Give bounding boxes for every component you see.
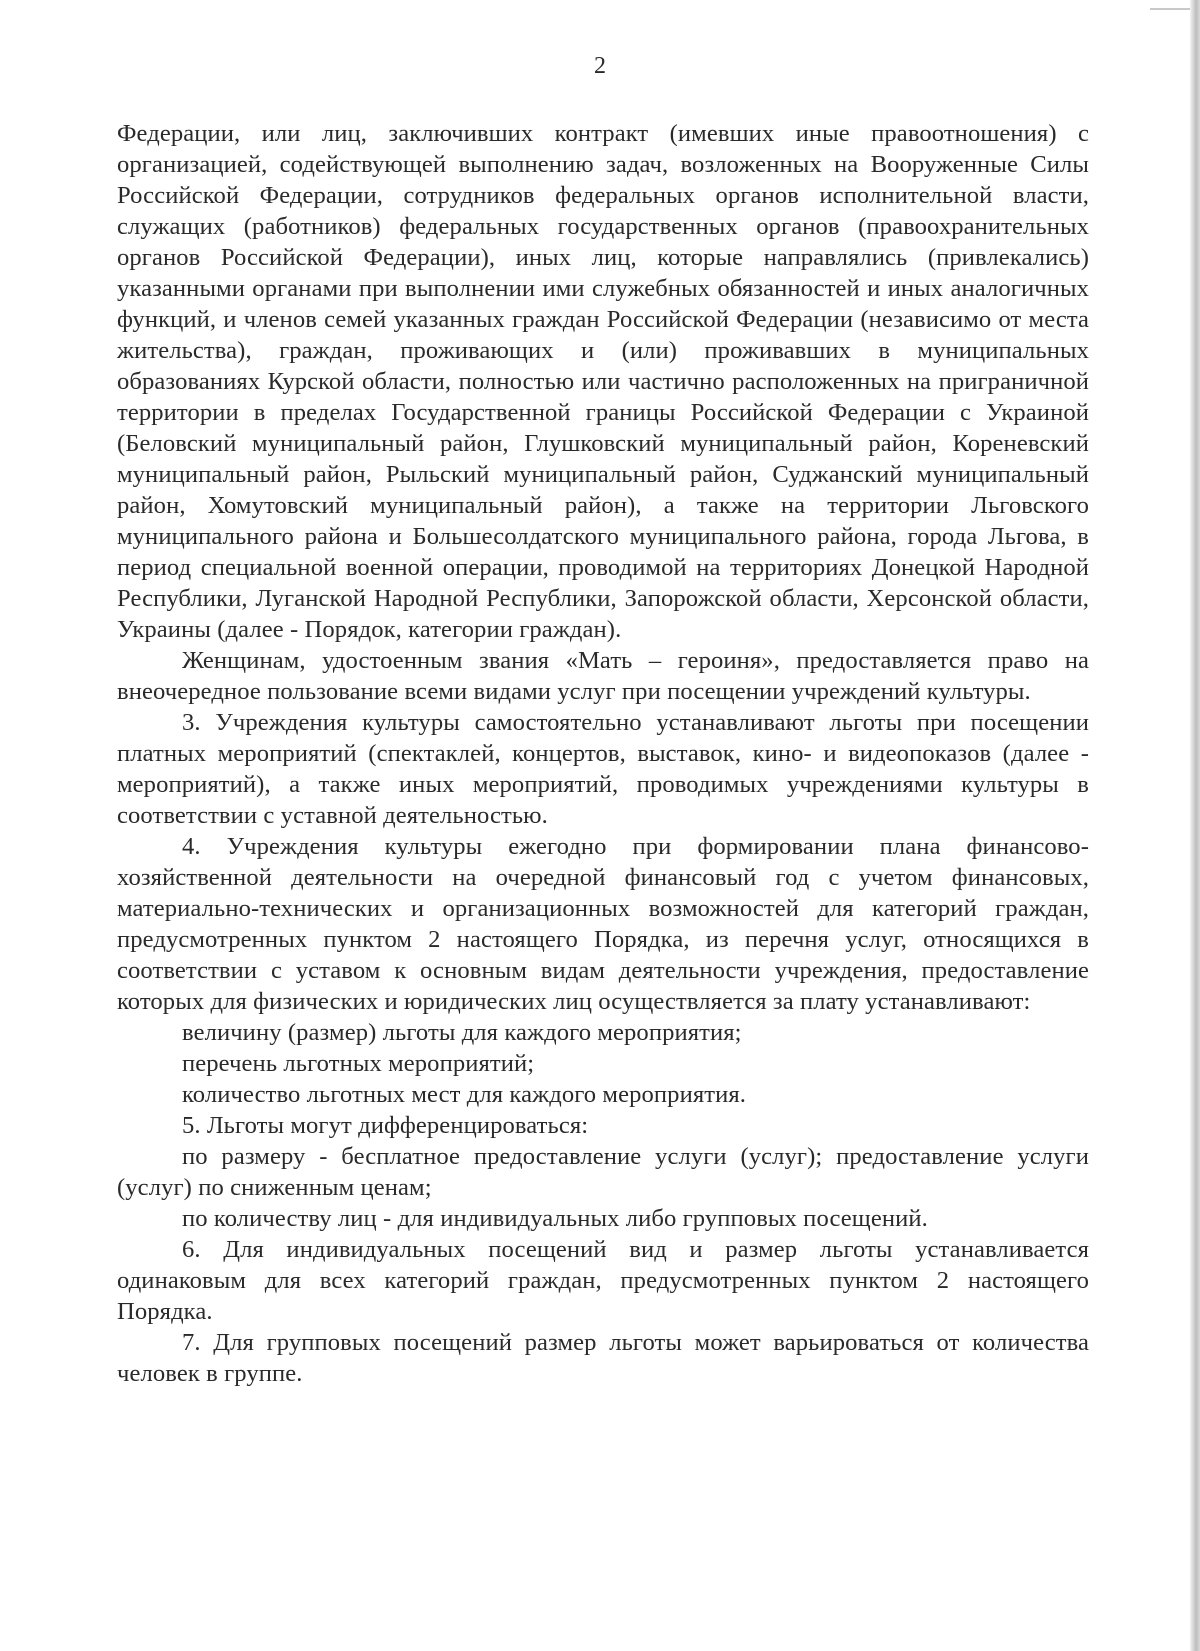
page-number: 2 xyxy=(594,53,606,79)
paragraph-mother-heroine: Женщинам, удостоенным звания «Мать – героиня», предоставляется право на внеочередное пользование всеми видами услуг при посещении учреждений культуры. xyxy=(117,647,1089,705)
list-item-benefit-size: величину (размер) льготы для каждого мероприятия; xyxy=(182,1019,742,1046)
list-item-event-list: перечень льготных мероприятий; xyxy=(182,1050,535,1077)
paragraph-item-3: 3. Учреждения культуры самостоятельно устанавливают льготы при посещении платных мероприятий (спектаклей, концертов, выставок, кино- и видеопоказов (далее - мероприятий), а также иных мероприятий, проводимых учреждениями культуры в соответствии с уставной деятельностью. xyxy=(117,709,1089,829)
paragraph-continuation: Федерации, или лиц, заключивших контракт (имевших иные правоотношения) с организацией, содействующей выполнению задач, возложенных на Вооруженные Силы Российской Федерации, сотрудников федеральных органов исполнительной власти, служащих (работников) федеральных государственных органов (правоохранительных органов Российской Федерации), иных лиц, которые направлялись (привлекались) указанными органами при выполнении ими служебных обязанностей и иных аналогичных функций, и членов семей указанных граждан Российской Федерации (независимо от места жительства), граждан, проживающих и (или) проживавших в муниципальных образованиях Курской области, полностью или частично расположенных на приграничной территории в пределах Государственной границы Российской Федерации с Украиной (Беловский муниципальный район, Глушковский муниципальный район, Кореневский муниципальный район, Рыльский муниципальный район, Суджанский муниципальный район, Хомутовский муниципальный район), а также на территории Льговского муниципального района и Большесолдатского муниципального района, города Льгова, в период специальной военной операции, проводимой на территориях Донецкой Народной Республики, Луганской Народной Республики, Запорожской области, Херсонской области, Украины (далее - Порядок, категории граждан). xyxy=(117,120,1089,643)
paragraph-item-5: 5. Льготы могут дифференцироваться: xyxy=(182,1112,589,1139)
list-item-by-size: по размеру - бесплатное предоставление услуги (услуг); предоставление услуги (услуг) по сниженным ценам; xyxy=(117,1143,1089,1201)
paragraph-item-6: 6. Для индивидуальных посещений вид и размер льготы устанавливается одинаковым для всех категорий граждан, предусмотренных пунктом 2 настоящего Порядка. xyxy=(117,1236,1089,1325)
scan-edge-shadow xyxy=(1190,0,1200,1651)
scan-edge-mark xyxy=(1150,8,1190,10)
list-item-by-persons: по количеству лиц - для индивидуальных либо групповых посещений. xyxy=(182,1205,928,1232)
list-item-seat-count: количество льготных мест для каждого мероприятия. xyxy=(182,1081,747,1108)
paragraph-item-7: 7. Для групповых посещений размер льготы может варьироваться от количества человек в группе. xyxy=(117,1329,1089,1387)
paragraph-item-4: 4. Учреждения культуры ежегодно при формировании плана финансово-хозяйственной деятельности на очередной финансовый год с учетом финансовых, материально-технических и организационных возможностей для категорий граждан, предусмотренных пунктом 2 настоящего Порядка, из перечня услуг, относящихся в соответствии с уставом к основным видам деятельности учреждения, предоставление которых для физических и юридических лиц осуществляется за плату устанавливают: xyxy=(117,833,1089,1015)
document-body xyxy=(117,118,1089,1389)
